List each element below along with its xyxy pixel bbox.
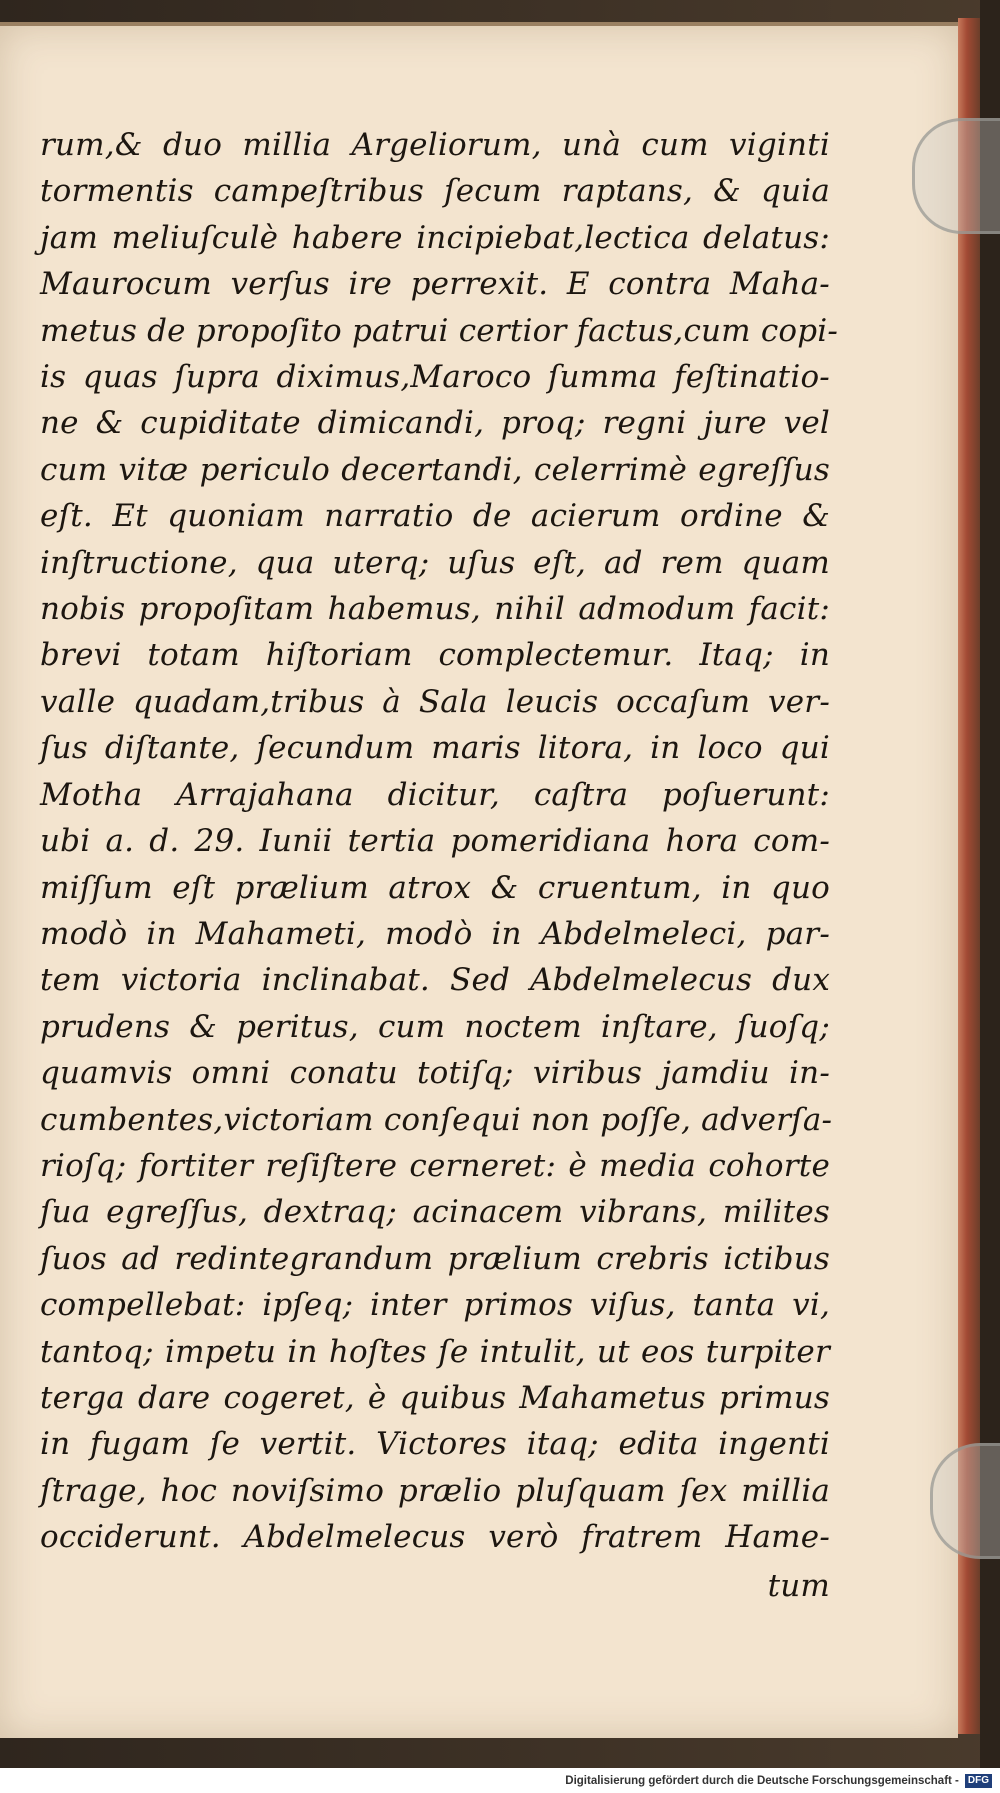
text-line: compellebat: ipſeq; inter primos viſus, tanta vi, <box>40 1287 830 1324</box>
text-line: quamvis omni conatu totiſq; viribus jamdiu in- <box>40 1055 830 1092</box>
catchword: tum <box>767 1567 830 1604</box>
digitization-credit: Digitalisierung gefördert durch die Deutsche Forschungsgemeinschaft - <box>565 1774 959 1787</box>
body-text <box>40 122 839 1609</box>
text-line: inſtructione, qua uterq; uſus eſt, ad rem quam <box>40 544 830 581</box>
text-line: is quas ſupra diximus,Maroco ſumma feſtinatio- <box>40 359 830 396</box>
text-line: ubi a. d. 29. Iunii tertia pomeridiana hora com- <box>40 823 830 860</box>
text-line: tormentis campeſtribus ſecum raptans, & quia <box>40 173 830 210</box>
text-line: ſua egreſſus, dextraq; acinacem vibrans, milites <box>40 1194 830 1231</box>
text-line: in fugam ſe vertit. Victores itaq; edita ingenti <box>40 1426 830 1463</box>
text-line: eſt. Et quoniam narratio de acierum ordine & <box>40 498 830 535</box>
text-line: prudens & peritus, cum noctem inſtare, ſuoſq; <box>40 1008 830 1045</box>
text-line: terga dare cogeret, è quibus Mahametus primus <box>40 1379 830 1416</box>
digitization-footer <box>0 1768 1000 1793</box>
text-line: occiderunt. Abdelmelecus verò fratrem Hame- <box>40 1519 830 1556</box>
text-line: cumbentes,victoriam conſequi non poſſe, adverſa- <box>40 1101 833 1138</box>
text-line: metus de propoſito patrui certior factus,cum copi- <box>40 312 839 349</box>
text-line: modò in Mahameti, modò in Abdelmeleci, par- <box>40 915 830 952</box>
text-line: rioſq; fortiter reſiſtere cerneret: è media cohorte <box>40 1147 830 1184</box>
page-clip-upper <box>912 118 1000 234</box>
text-line: Motha Arrajahana dicitur, caſtra poſuerunt: <box>40 776 830 813</box>
text-line: tem victoria inclinabat. Sed Abdelmelecus dux <box>40 962 830 999</box>
text-line: ne & cupiditate dimicandi, proq; regni jure vel <box>40 405 830 442</box>
text-line: ſus diſtante, ſecundum maris litora, in loco qui <box>40 730 830 767</box>
text-line: ſuos ad redintegrandum prælium crebris ictibus <box>40 1240 830 1277</box>
text-line: ſtrage, hoc noviſsimo prælio pluſquam ſex millia <box>40 1472 830 1509</box>
text-line: miſſum eſt prælium atrox & cruentum, in quo <box>40 869 830 906</box>
text-line: rum,& duo millia Argeliorum, unà cum viginti <box>40 127 830 163</box>
dfg-logo: DFG <box>965 1774 992 1788</box>
text-line: nobis propoſitam habemus, nihil admodum facit: <box>40 591 830 628</box>
text-line: jam meliuſculè habere incipiebat,lectica delatus: <box>40 219 830 256</box>
text-line: brevi totam hiſtoriam complectemur. Itaq; in <box>40 637 830 674</box>
text-line: cum vitæ periculo decertandi, celerrimè egreſſus <box>40 451 830 488</box>
text-line: tantoq; impetu in hoſtes ſe intulit, ut eos turpiter <box>40 1333 830 1370</box>
text-line: Maurocum verſus ire perrexit. E contra Maha- <box>40 266 830 303</box>
text-line: valle quadam,tribus à Sala leucis occaſum ver- <box>40 683 830 720</box>
book-page <box>0 22 958 1738</box>
